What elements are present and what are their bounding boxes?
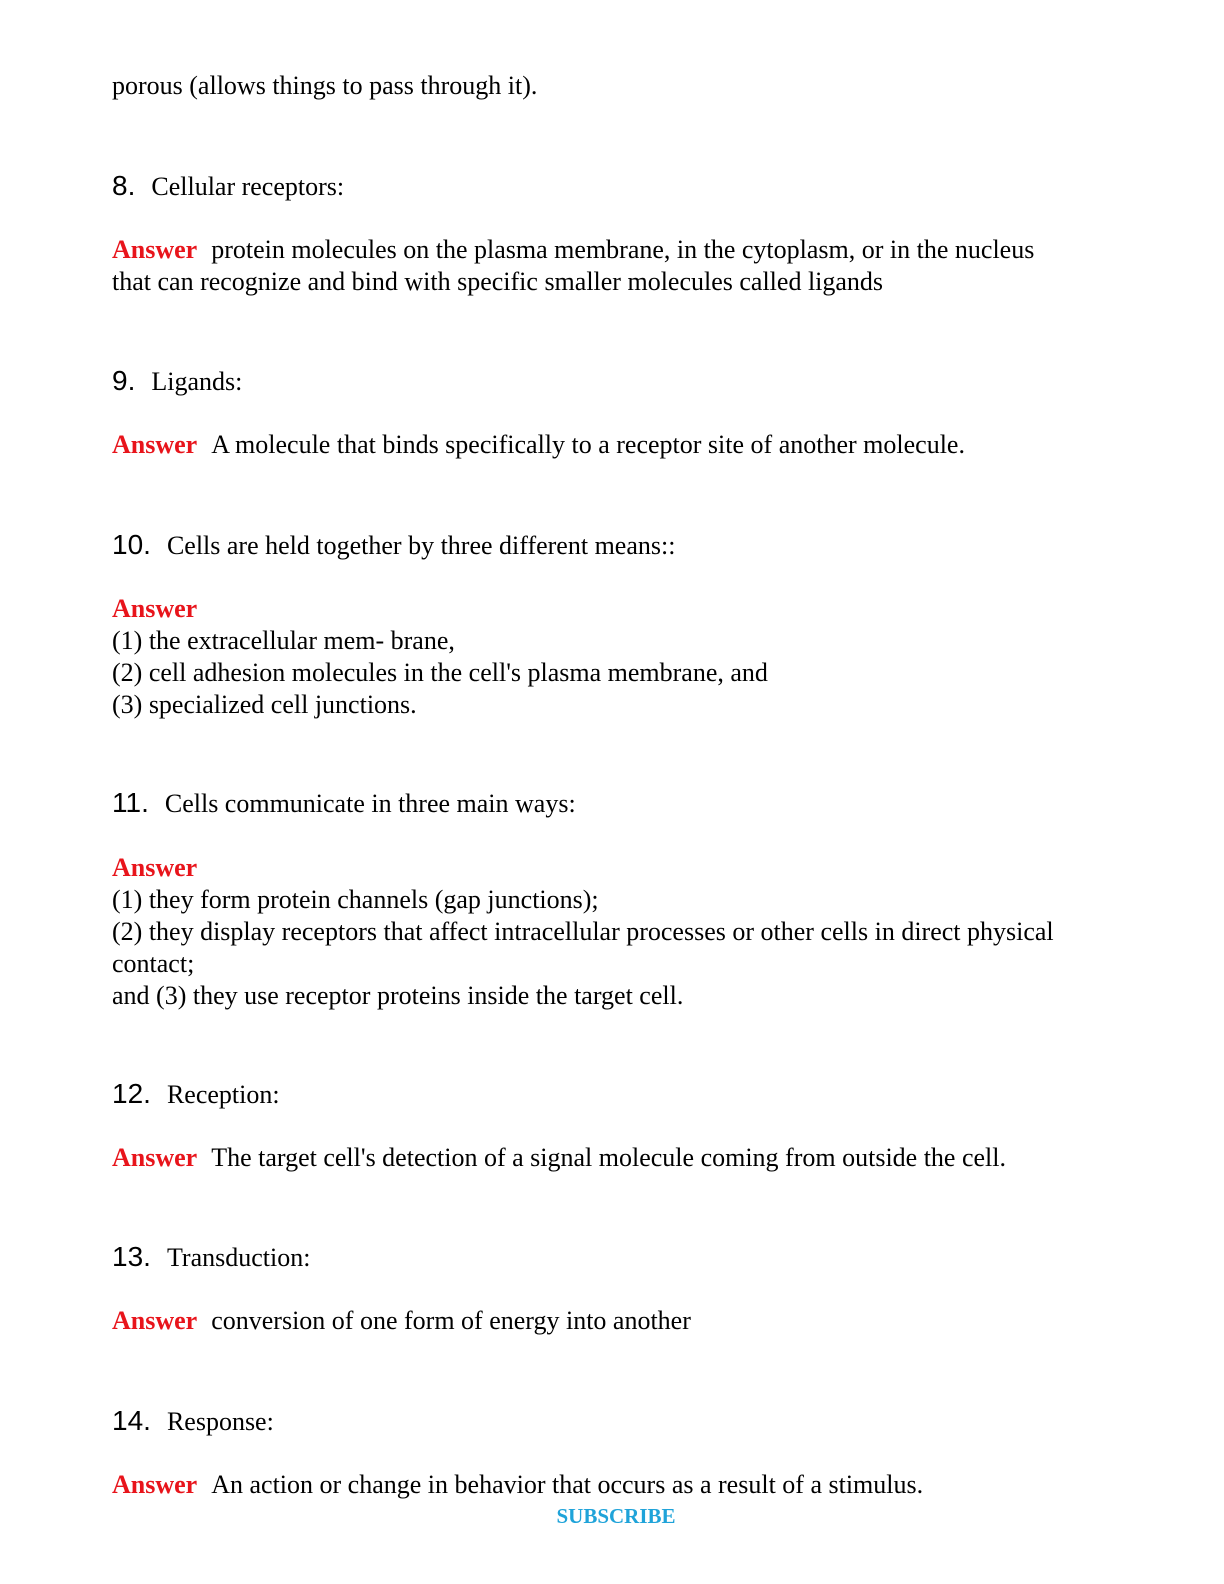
answer-label: Answer <box>112 1470 198 1499</box>
answer-text: The target cell's detection of a signal molecule coming from outside the cell. <box>211 1143 1006 1172</box>
question-prompt: Transduction: <box>166 1243 311 1272</box>
question-number: 9. <box>112 365 136 396</box>
answer-label: Answer <box>112 853 198 882</box>
question-prompt: Cellular receptors: <box>151 172 345 201</box>
answer-text: conversion of one form of energy into another <box>211 1306 691 1335</box>
answer-10-line-3: (3) specialized cell junctions. <box>112 690 417 719</box>
answer-11-line-1: (1) they form protein channels (gap junctions); <box>112 885 599 914</box>
question-10 <box>112 529 675 562</box>
answer-11-line-3: contact; <box>112 949 195 978</box>
answer-11-label <box>112 852 211 884</box>
answer-9-line-1 <box>112 429 965 461</box>
question-prompt: Cells are held together by three different means:: <box>166 531 676 560</box>
question-8 <box>112 170 344 203</box>
question-prompt: Cells communicate in three main ways: <box>164 789 576 818</box>
answer-label: Answer <box>112 430 198 459</box>
question-number: 11. <box>112 787 149 818</box>
answer-10-line-1: (1) the extracellular mem- brane, <box>112 626 455 655</box>
question-prompt: Ligands: <box>151 367 243 396</box>
continuation-text: porous (allows things to pass through it). <box>112 71 538 100</box>
answer-text: protein molecules on the plasma membrane, in the cytoplasm, or in the nucleus <box>211 235 1035 264</box>
answer-8-line-1 <box>112 234 1034 266</box>
subscribe-link[interactable]: SUBSCRIBE <box>556 1504 676 1528</box>
question-12 <box>112 1078 280 1111</box>
answer-8-line-2: that can recognize and bind with specific smaller molecules called ligands <box>112 267 884 296</box>
question-14 <box>112 1405 274 1438</box>
answer-10-line-2: (2) cell adhesion molecules in the cell's plasma membrane, and <box>112 658 768 687</box>
answer-14-line-1 <box>112 1469 923 1501</box>
answer-label: Answer <box>112 594 198 623</box>
answer-13-line-1 <box>112 1305 691 1337</box>
question-number: 13. <box>112 1241 151 1272</box>
question-number: 10. <box>112 529 151 560</box>
question-number: 12. <box>112 1078 151 1109</box>
answer-11-line-2: (2) they display receptors that affect intracellular processes or other cells in direct physical <box>112 917 1054 946</box>
question-number: 8. <box>112 170 136 201</box>
question-number: 14. <box>112 1405 151 1436</box>
question-13 <box>112 1241 310 1274</box>
question-prompt: Response: <box>166 1407 274 1436</box>
answer-10-label <box>112 593 211 625</box>
answer-text: An action or change in behavior that occurs as a result of a stimulus. <box>211 1470 924 1499</box>
answer-11-line-4: and (3) they use receptor proteins inside the target cell. <box>112 981 684 1010</box>
question-11 <box>112 787 576 820</box>
answer-label: Answer <box>112 1306 198 1335</box>
question-9 <box>112 365 242 398</box>
question-prompt: Reception: <box>166 1080 280 1109</box>
answer-text: A molecule that binds specifically to a receptor site of another molecule. <box>211 430 965 459</box>
answer-label: Answer <box>112 235 198 264</box>
answer-12-line-1 <box>112 1142 1006 1174</box>
answer-label: Answer <box>112 1143 198 1172</box>
